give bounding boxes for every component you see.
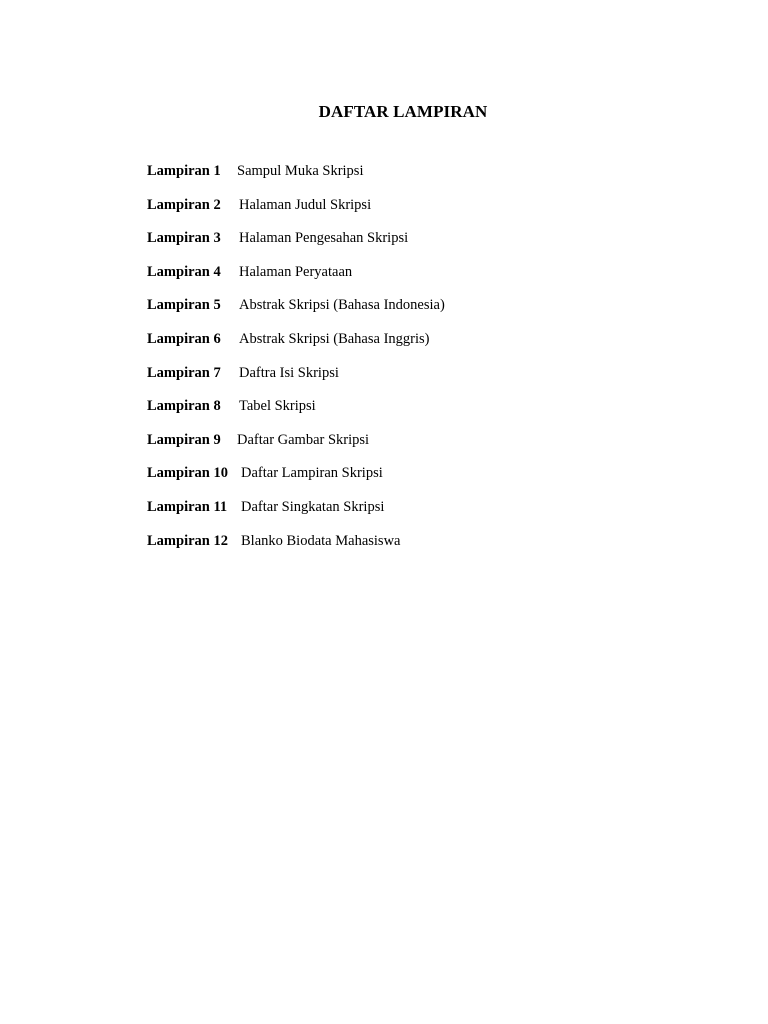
appendix-description: Daftra Isi Skripsi: [239, 364, 339, 381]
appendix-label: Lampiran 9: [147, 431, 221, 448]
appendix-description: Sampul Muka Skripsi: [237, 163, 364, 179]
page-title: DAFTAR LAMPIRAN: [318, 102, 488, 121]
list-item: [147, 462, 445, 496]
list-item: [147, 395, 445, 429]
appendix-list: [147, 160, 445, 563]
list-item: [147, 227, 445, 261]
appendix-label: Lampiran 3: [147, 230, 221, 247]
appendix-description: Daftar Gambar Skripsi: [237, 431, 370, 448]
appendix-label: Lampiran 6: [147, 330, 221, 347]
list-item: [147, 496, 445, 530]
appendix-description: Halaman Judul Skripsi: [239, 196, 372, 213]
appendix-label: Lampiran 1: [147, 163, 221, 179]
appendix-label: Lampiran 2: [147, 196, 221, 213]
appendix-description: Abstrak Skripsi (Bahasa Inggris): [239, 330, 430, 347]
appendix-label: Lampiran 5: [147, 297, 221, 314]
list-item: [147, 328, 445, 362]
appendix-description: Daftar Singkatan Skripsi: [241, 498, 385, 515]
list-item: [147, 160, 445, 194]
appendix-label: Lampiran 11: [147, 498, 228, 515]
appendix-label: Lampiran 12: [147, 532, 228, 549]
appendix-description: Tabel Skripsi: [239, 398, 316, 415]
appendix-label: Lampiran 7: [147, 364, 221, 381]
appendix-description: Daftar Lampiran Skripsi: [241, 465, 383, 482]
list-item: [147, 294, 445, 328]
appendix-label: Lampiran 8: [147, 398, 221, 415]
list-item: [147, 194, 445, 228]
appendix-description: Abstrak Skripsi (Bahasa Indonesia): [239, 297, 445, 314]
list-item: [147, 261, 445, 295]
appendix-description: Halaman Pengesahan Skripsi: [239, 230, 409, 247]
list-item: [147, 362, 445, 396]
appendix-description: Blanko Biodata Mahasiswa: [241, 532, 401, 549]
appendix-label: Lampiran 10: [147, 465, 228, 482]
appendix-description: Halaman Peryataan: [239, 263, 353, 280]
list-item: [147, 530, 445, 564]
list-item: [147, 429, 445, 463]
appendix-label: Lampiran 4: [147, 263, 221, 280]
